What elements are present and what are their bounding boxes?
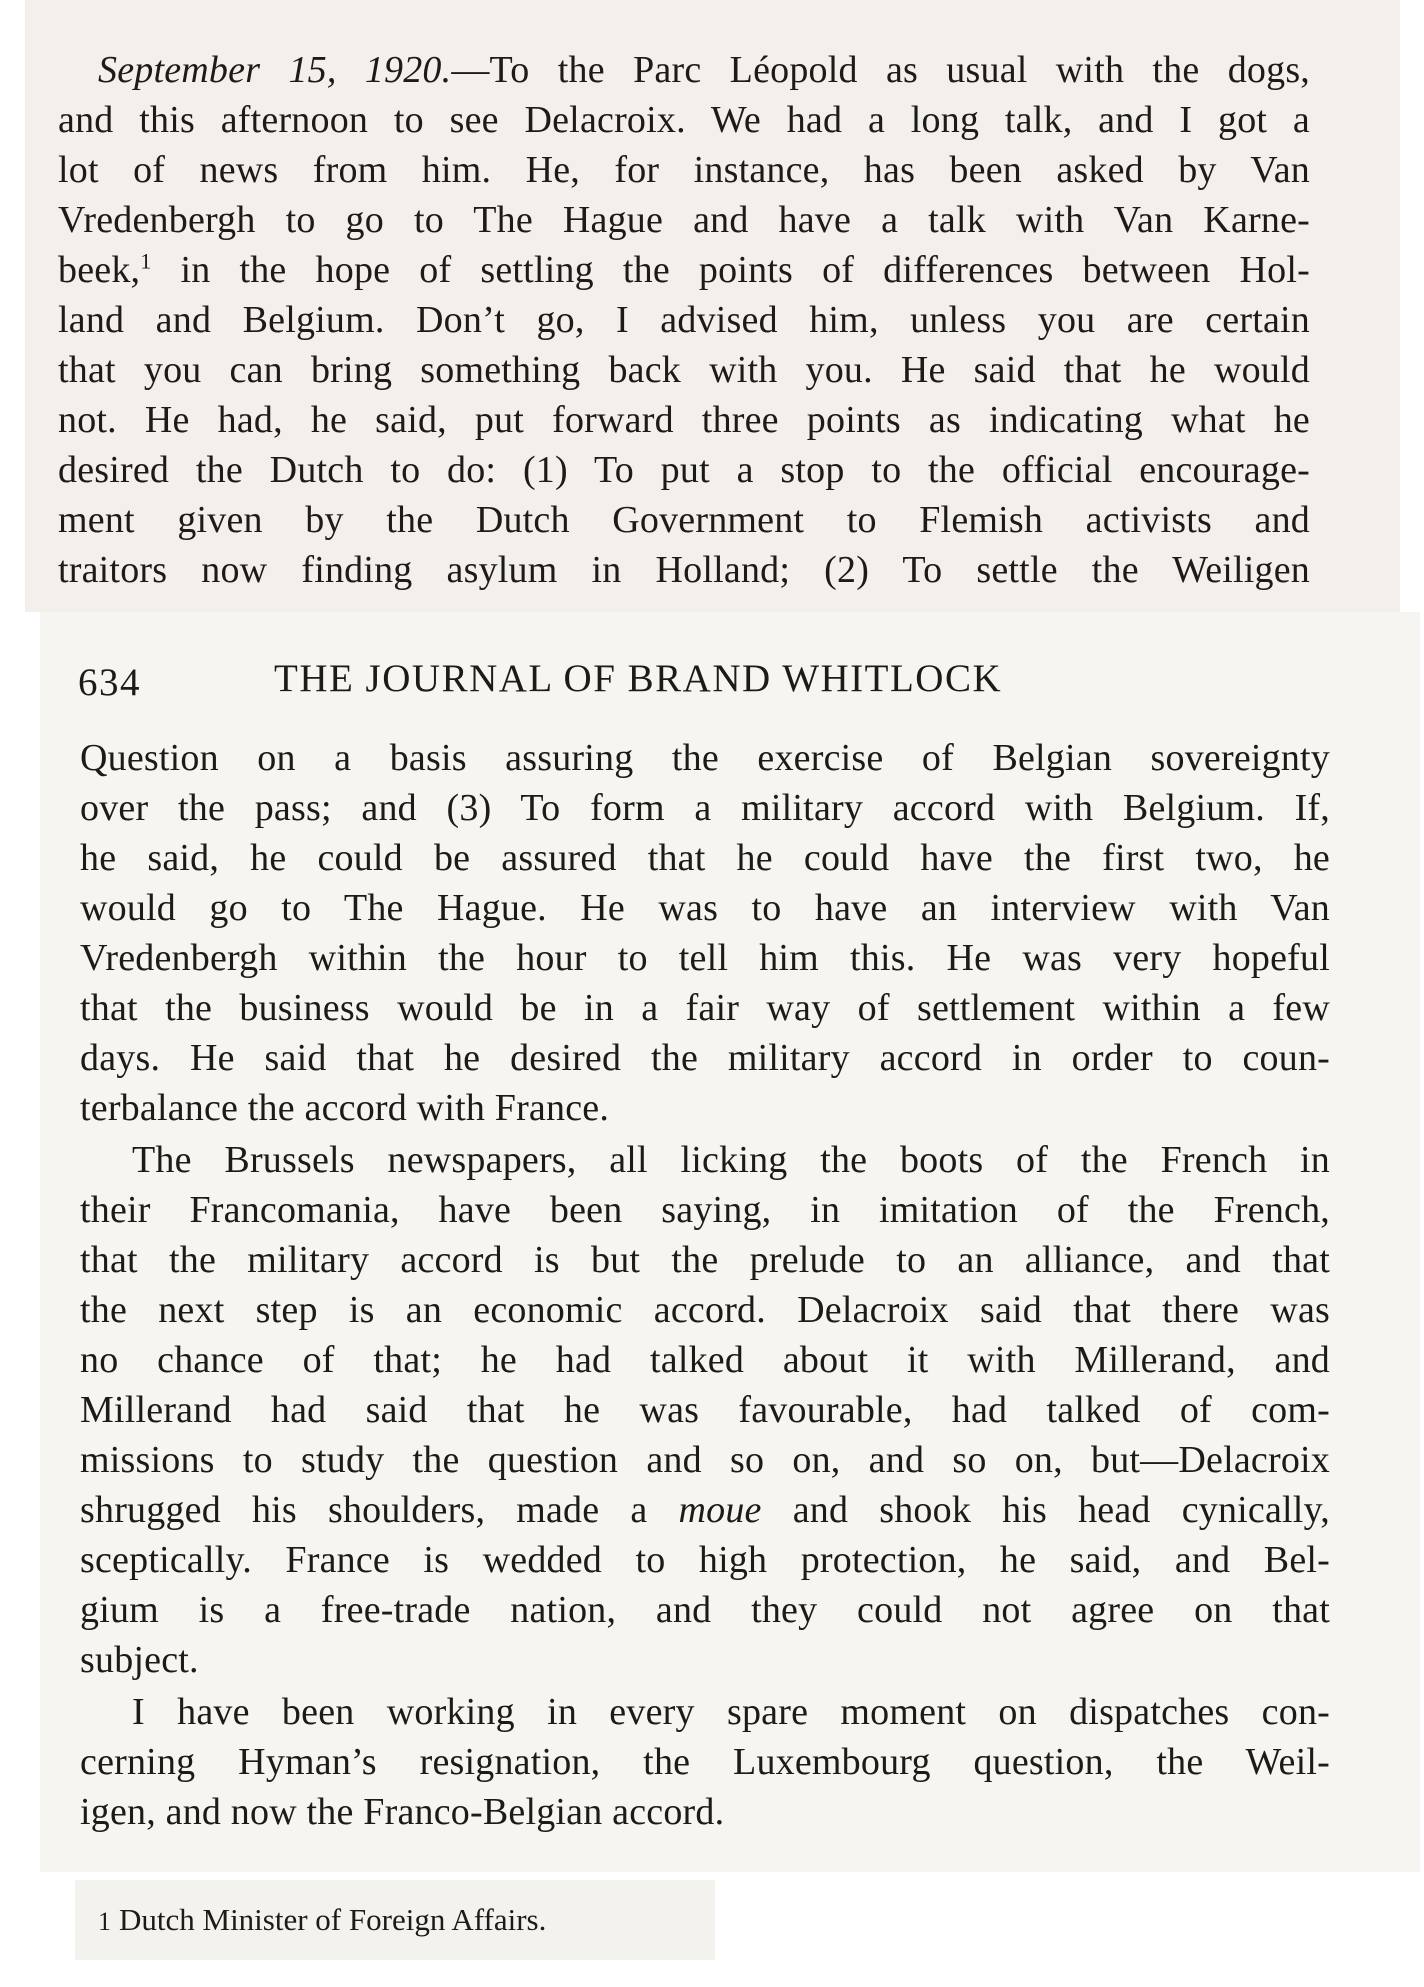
text-line: would go to The Hague. He was to have an interview with Van [80,887,1330,929]
footnote-text: Dutch Minister of Foreign Affairs. [119,1902,547,1937]
text-line: subject. [80,1639,199,1681]
text-line: Vredenbergh to go to The Hague and have a talk with Van Karne- [58,199,1310,241]
page-number: 634 [78,661,141,704]
text-line: land and Belgium. Don’t go, I advised him, unless you are certain [58,299,1310,341]
text-line: Question on a basis assuring the exercise of Belgian sovereignty [80,737,1330,779]
entry-date: September 15, 1920. [98,49,452,91]
text-line: shrugged his shoulders, made a moue and shook his head cynically, [80,1489,1330,1531]
text-line: September 15, 1920.—To the Parc Léopold as usual with the dogs, [98,49,1311,91]
running-head [78,657,1148,714]
text-line: sceptically. France is wedded to high protection, he said, and Bel- [80,1539,1330,1581]
footnote-reference[interactable]: 1 [140,248,152,274]
text-line: gium is a free-trade nation, and they could not agree on that [80,1589,1330,1631]
text-line: that you can bring something back with you. He said that he would [58,349,1310,391]
text-line: lot of news from him. He, for instance, has been asked by Van [58,149,1310,191]
footnote-mark: 1 [98,1907,111,1936]
text-line: days. He said that he desired the military accord in order to coun- [80,1037,1330,1079]
text-line: I have been working in every spare moment on dispatches con- [132,1691,1330,1733]
text-line: no chance of that; he had talked about it with Millerand, and [80,1339,1330,1381]
text-line: igen, and now the Franco-Belgian accord. [80,1791,725,1833]
text-line: traitors now finding asylum in Holland; (2) To settle the Weiligen [58,549,1310,591]
text-line: Millerand had said that he was favourable, had talked of com- [80,1389,1330,1431]
text-line: desired the Dutch to do: (1) To put a stop to the official encourage- [58,449,1310,491]
text-line: The Brussels newspapers, all licking the boots of the French in [132,1139,1330,1181]
text-line: that the business would be in a fair way of settlement within a few [80,987,1330,1029]
italic-word: moue [678,1489,762,1531]
running-head-title: THE JOURNAL OF BRAND WHITLOCK [274,657,1003,700]
text-line: not. He had, he said, put forward three points as indicating what he [58,399,1310,441]
text-line: missions to study the question and so on, and so on, but—Delacroix [80,1439,1330,1481]
text-line: the next step is an economic accord. Delacroix said that there was [80,1289,1330,1331]
text-line: cerning Hyman’s resignation, the Luxembourg question, the Weil- [80,1741,1330,1783]
text-line: over the pass; and (3) To form a military accord with Belgium. If, [80,787,1330,829]
text-line: Vredenbergh within the hour to tell him this. He was very hopeful [80,937,1330,979]
text-line: ment given by the Dutch Government to Flemish activists and [58,499,1310,541]
footnote [98,1902,546,1940]
text-line: terbalance the accord with France. [80,1087,610,1129]
text-line: he said, he could be assured that he could have the first two, he [80,837,1330,879]
text-line: their Francomania, have been saying, in imitation of the French, [80,1189,1330,1231]
text-line: and this afternoon to see Delacroix. We had a long talk, and I got a [58,99,1310,141]
text-line: that the military accord is but the prelude to an alliance, and that [80,1239,1330,1281]
text-line: beek,$^1$ in the hope of settling the points of differences between Hol- [58,248,1310,291]
